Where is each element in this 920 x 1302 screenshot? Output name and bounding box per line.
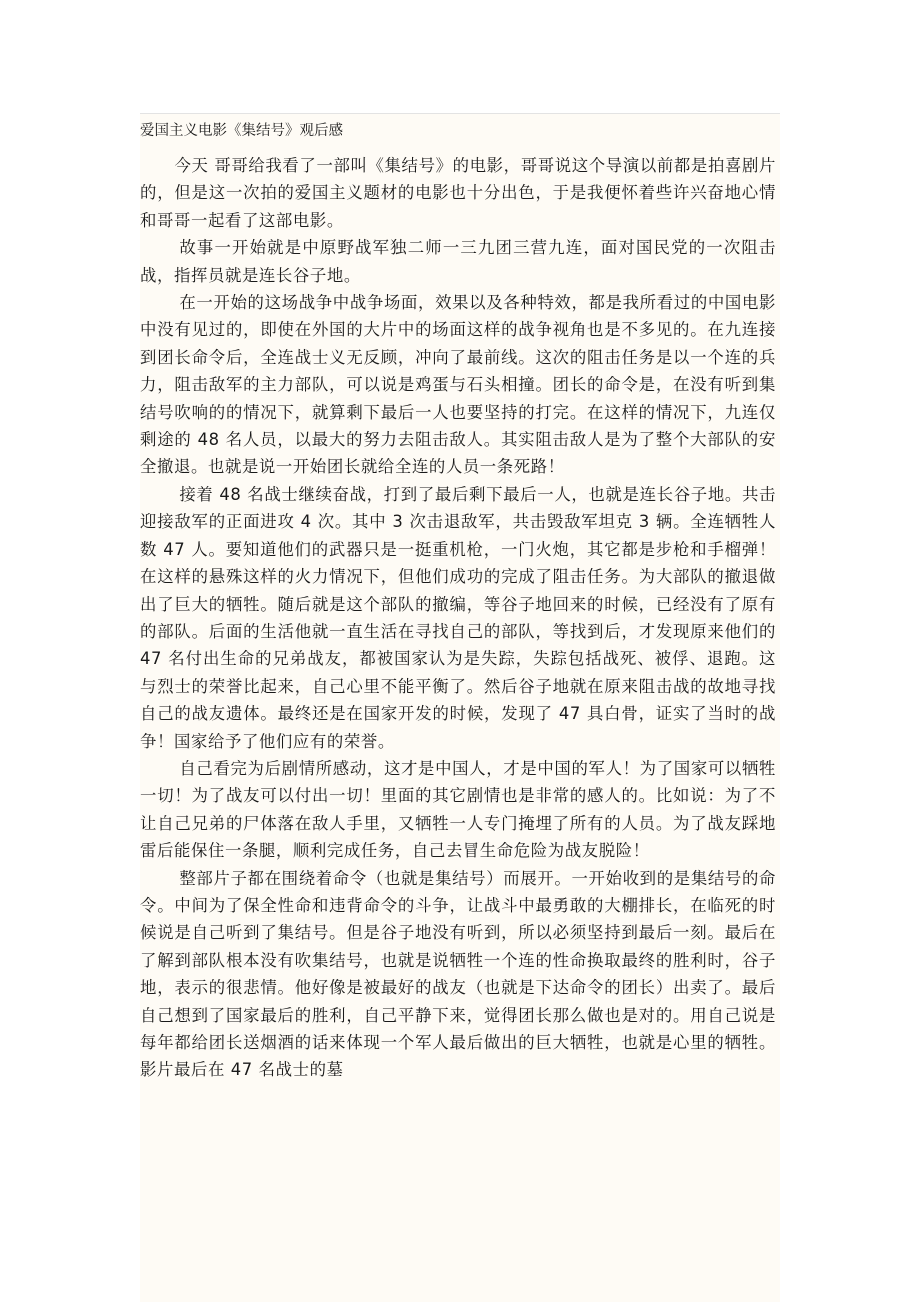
paragraph-intro: 今天 哥哥给我看了一部叫《集结号》的电影，哥哥说这个导演以前都是拍喜剧片的，但是这一次拍的爱国主义题材的电影也十分出色，于是我便怀着些许兴奋地心情和哥哥一起看了这部电影。 — [140, 156, 776, 230]
document-content — [140, 114, 780, 1302]
document-title: 爱国主义电影《集结号》观后感 — [140, 123, 343, 139]
paragraph-command-theme: 整部片子都在围绕着命令（也就是集结号）而展开。一开始收到的是集结号的命令。中间为了保全性命和违背命令的斗争，让战斗中最勇敢的大棚排长，在临死的时候说是自己听到了集结号。但是谷子地没有听到，所以必须坚持到最后一刻。最后在了解到部队根本没有吹集结号，也就是说牺牲一个连的性命换取最终的胜利时，谷子地，表示的很悲情。他好像是被最好的战友（也就是下达命令的团长）出卖了。最后自己想到了国家最后的胜利，自己平静下来，觉得团长那么做也是对的。用自己说是每年都给团长送烟酒的话来体现一个军人最后做出的巨大牺牲，也就是心里的牺牲。影片最后在 47 名战士的墓 — [140, 868, 776, 1080]
paragraph-battle-scene: 在一开始的这场战争中战争场面，效果以及各种特效，都是我所看过的中国电影中没有见过的，即使在外国的大片中的场面这样的战争视角也是不多见的。在九连接到团长命令后，全连战士义无反顾，冲向了最前线。这次的阻击任务是以一个连的兵力，阻击敌军的主力部队，可以说是鸡蛋与石头相撞。团长的命令是，在没有听到集结号吹响的的情况下，就算剩下最后一人也要坚持的打完。在这样的情况下，九连仅剩途的 48 名人员，以最大的努力去阻击敌人。其实阻击敌人是为了整个大部队的安全撤退。也就是说一开始团长就给全连的人员一条死路！ — [140, 293, 776, 477]
paragraph-reflection: 自己看完为后剧情所感动，这才是中国人，才是中国的军人！为了国家可以牺牲一切！为了战友可以付出一切！里面的其它剧情也是非常的感人的。比如说：为了不让自己兄弟的尸体落在敌人手里，又牺牲一人专门掩埋了所有的人员。为了战友踩地雷后能保住一条腿，顺利完成任务，自己去冒生命危险为战友脱险！ — [140, 758, 776, 861]
document-body — [140, 152, 776, 1084]
paragraph-battle-result: 接着 48 名战士继续奋战，打到了最后剩下最后一人，也就是连长谷子地。共击迎接敌军的正面进攻 4 次。其中 3 次击退敌军，共击毁敌军坦克 3 辆。全连牺牲人数 47 人。要知道他们的武器只是一挺重机枪，一门火炮，其它都是步枪和手榴弹！在这样的悬殊这样的火力情况下，但他们成功的完成了阻击任务。为大部队的撤退做出了巨大的牺牲。随后就是这个部队的撤编，等谷子地回来的时候，已经没有了原有的部队。后面的生活他就一直生活在寻找自己的部队，等找到后，才发现原来他们的 47 名付出生命的兄弟战友，都被国家认为是失踪，失踪包括战死、被俘、退跑。这与烈士的荣誉比起来，自己心里不能平衡了。然后谷子地就在原来阻击战的故地寻找自己的战友遗体。最终还是在国家开发的时候，发现了 47 具白骨，证实了当时的战争！国家给予了他们应有的荣誉。 — [140, 484, 776, 751]
paragraph-story-start: 故事一开始就是中原野战军独二师一三九团三营九连，面对国民党的一次阻击战，指挥员就是连长谷子地。 — [140, 238, 776, 285]
